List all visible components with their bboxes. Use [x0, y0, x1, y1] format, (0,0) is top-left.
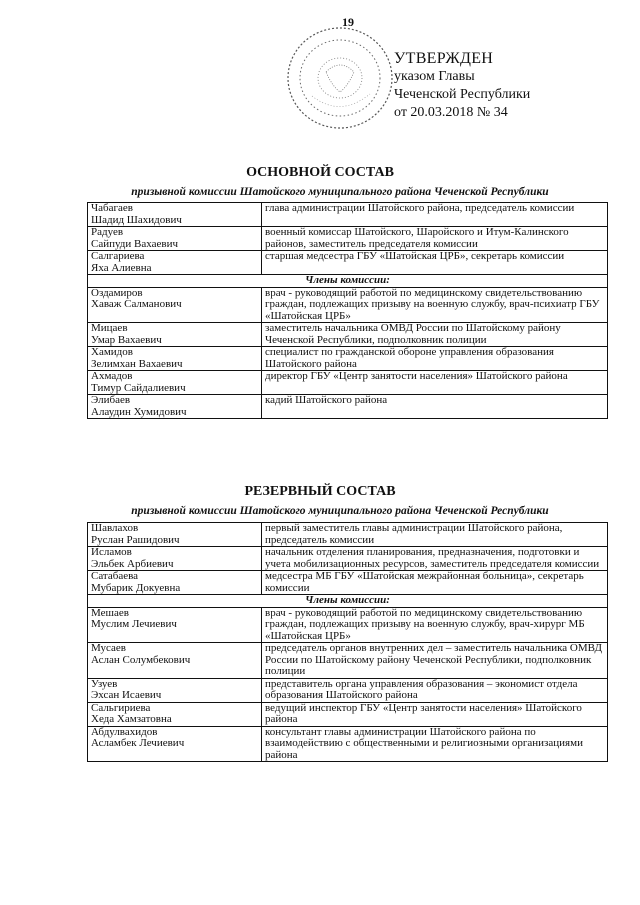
members-header-row — [88, 275, 608, 288]
table-row — [88, 571, 608, 595]
person-name-cell — [88, 347, 262, 371]
person-name-cell — [88, 678, 262, 702]
table-row — [88, 323, 608, 347]
surname: Абдулвахидов — [91, 725, 158, 738]
position-cell: заместитель начальника ОМВД России по Шатойскому району Чеченской Республики, подполковник полиции — [262, 323, 608, 347]
table-row — [88, 395, 608, 419]
members-header-row — [88, 595, 608, 608]
surname: Оздамиров — [91, 286, 143, 299]
page-number: 19 — [342, 15, 354, 29]
surname: Мицаев — [91, 322, 128, 334]
reserve-section-subtitle: призывной комиссии Шатойского муниципального района Чеченской Республики — [131, 505, 549, 517]
reserve-roster-table — [87, 522, 608, 762]
person-name-cell — [88, 287, 262, 323]
main-section-title: ОСНОВНОЙ СОСТАВ — [246, 165, 394, 180]
surname: Мешаев — [91, 606, 129, 619]
person-name-cell — [88, 726, 262, 762]
given-name: Хеда Хамзатовна — [91, 713, 172, 725]
table-row — [88, 702, 608, 726]
surname: Салгариева — [91, 250, 145, 262]
surname: Радуев — [91, 226, 124, 238]
given-name: Асламбек Лечиевич — [91, 737, 185, 749]
given-name: Тимур Сайдалиевич — [91, 381, 186, 394]
position-cell: представитель органа управления образования – экономист отдела образования Шатойского района — [262, 678, 608, 702]
person-name-cell — [88, 227, 262, 251]
person-name-cell — [88, 371, 262, 395]
position-cell: глава администрации Шатойского района, председатель комиссии — [262, 203, 608, 227]
position-cell: старшая медсестра ГБУ «Шатойская ЦРБ», секретарь комиссии — [262, 251, 608, 275]
position-cell: медсестра МБ ГБУ «Шатойская межрайонная больница», секретарь комиссии — [262, 571, 608, 595]
position-cell: специалист по гражданской обороне управления образования Шатойского района — [262, 347, 608, 371]
position-cell: директор ГБУ «Центр занятости населения» Шатойского района — [262, 371, 608, 395]
person-name-cell — [88, 607, 262, 643]
position-cell: врач - руководящий работой по медицинскому свидетельствованию граждан, подлежащих призыву на военную службу, врач-психиатр ГБУ «Шатойская ЦРБ» — [262, 287, 608, 323]
surname: Сальгириева — [91, 701, 151, 714]
position-cell: ведущий инспектор ГБУ «Центр занятости населения» Шатойского района — [262, 702, 608, 726]
position-cell: председатель органов внутренних дел – заместитель начальника ОМВД России по Шатойскому району Чеченской Республики, подполковник полиции — [262, 643, 608, 679]
given-name: Руслан Рашидович — [91, 533, 180, 546]
person-name-cell — [88, 547, 262, 571]
position-cell: консультант главы администрации Шатойского района по взаимодействию с общественными и религиозными организациями района — [262, 726, 608, 762]
approval-line-2: Чеченской Республики — [394, 87, 531, 102]
main-section-subtitle: призывной комиссии Шатойского муниципального района Чеченской Республики — [131, 186, 549, 198]
surname: Мусаев — [91, 642, 126, 654]
position-cell: военный комиссар Шатойского, Шаройского и Итум-Калинского районов, заместитель председателя комиссии — [262, 227, 608, 251]
person-name-cell — [88, 523, 262, 547]
position-cell: кадий Шатойского района — [262, 395, 608, 419]
members-header: Члены комиссии: — [88, 275, 608, 288]
table-row — [88, 726, 608, 762]
given-name: Мубарик Докуевна — [91, 581, 181, 594]
table-row — [88, 251, 608, 275]
table-row — [88, 643, 608, 679]
table-row — [88, 203, 608, 227]
given-name: Эльбек Арбиевич — [91, 557, 174, 570]
person-name-cell — [88, 395, 262, 419]
surname: Исламов — [91, 546, 132, 558]
table-row — [88, 371, 608, 395]
surname: Шавлахов — [91, 522, 139, 534]
surname: Чабагаев — [91, 202, 133, 214]
person-name-cell — [88, 203, 262, 227]
table-row — [88, 347, 608, 371]
given-name: Яха Алиевна — [91, 261, 152, 274]
approval-line-3: от 20.03.2018 № 34 — [394, 105, 508, 120]
given-name: Эхсан Исаевич — [91, 689, 162, 701]
approval-title: УТВЕРЖДЕН — [394, 50, 494, 67]
given-name: Хаваж Салманович — [91, 298, 182, 310]
table-row — [88, 547, 608, 571]
given-name: Зелимхан Вахаевич — [91, 357, 183, 370]
table-row — [88, 678, 608, 702]
person-name-cell — [88, 251, 262, 275]
person-name-cell — [88, 323, 262, 347]
surname: Хамидов — [91, 346, 133, 358]
given-name: Муслим Лечиевич — [91, 618, 177, 630]
person-name-cell — [88, 643, 262, 679]
table-row — [88, 607, 608, 643]
given-name: Умар Вахаевич — [91, 333, 162, 346]
approval-stamp-block — [394, 50, 530, 122]
official-seal-stamp — [282, 22, 402, 134]
given-name: Сайпуди Вахаевич — [91, 237, 178, 250]
given-name: Алаудин Хумидович — [91, 405, 187, 418]
table-row — [88, 227, 608, 251]
members-header: Члены комиссии: — [88, 595, 608, 608]
position-cell: первый заместитель главы администрации Шатойского района, председатель комиссии — [262, 523, 608, 547]
given-name: Шадид Шахидович — [91, 213, 182, 226]
given-name: Аслан Солумбекович — [91, 653, 191, 666]
table-row — [88, 287, 608, 323]
approval-line-1: указом Главы — [394, 69, 475, 84]
table-row — [88, 523, 608, 547]
position-cell: врач - руководящий работой по медицинскому свидетельствованию граждан, подлежащих призыву на военную службу, врач-хирург МБ «Шатойская ЦРБ» — [262, 607, 608, 643]
surname: Узуев — [91, 677, 118, 690]
person-name-cell — [88, 571, 262, 595]
main-roster-table — [87, 202, 608, 419]
surname: Сатабаева — [91, 570, 139, 582]
person-name-cell — [88, 702, 262, 726]
reserve-section-title: РЕЗЕРВНЫЙ СОСТАВ — [244, 484, 396, 499]
position-cell: начальник отделения планирования, предназначения, подготовки и учета мобилизационных ресурсов, заместитель председателя комиссии — [262, 547, 608, 571]
surname: Ахмадов — [91, 370, 133, 382]
surname: Элибаев — [91, 394, 131, 406]
